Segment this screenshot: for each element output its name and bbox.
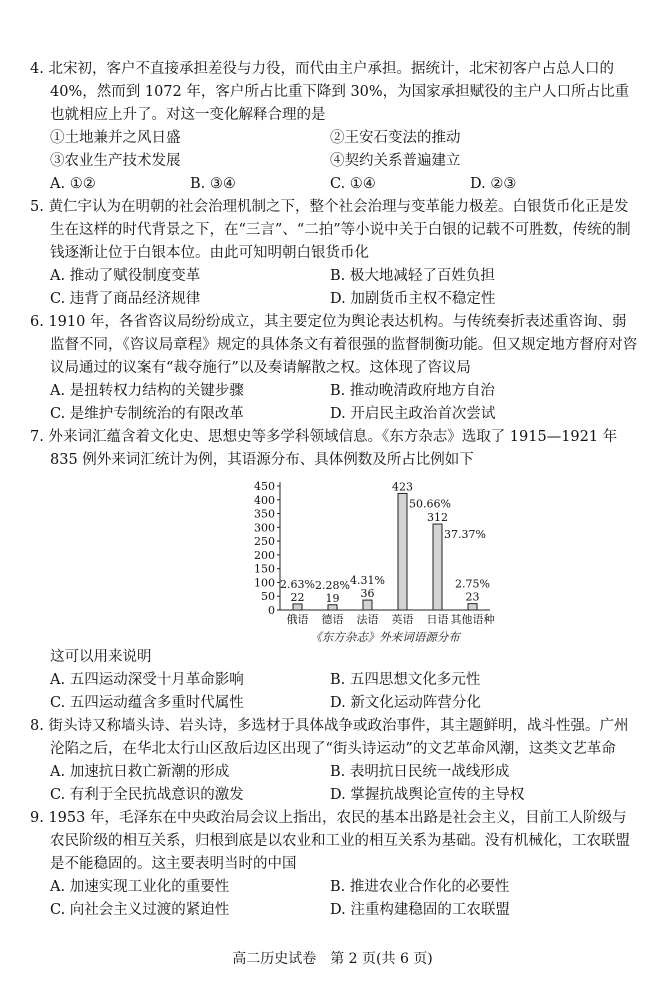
option-b: B. 五四思想文化多元性 [330, 672, 481, 688]
question-stem: 8. 街头诗又称墙头诗、岩头诗，多选材于具体战争或政治事件，其主题鲜明，战斗性强。广州沦陷之后，在华北太行山区敌后边区出现了“街头诗运动”的文艺革命风潮，这类文艺革命 [30, 718, 629, 757]
option-d: D. 掌握抗战舆论宣传的主导权 [330, 787, 525, 803]
bar-value-label: 312 [427, 511, 448, 525]
exam-page [30, 58, 640, 922]
x-tick-label: 日语 [426, 613, 449, 626]
x-tick-label: 英语 [391, 613, 414, 626]
option-a: A. 推动了赋役制度变革 [50, 268, 201, 284]
answer-options [30, 173, 640, 196]
y-tick-label: 450 [254, 480, 275, 493]
chart-title: 《东方杂志》外来词语源分布 [310, 630, 460, 644]
option-d: D. 注重构建稳固的工农联盟 [330, 902, 510, 918]
bar-value-label: 36 [360, 587, 375, 601]
question-followup: 这可以用来说明 [50, 649, 152, 665]
option-c: C. 违背了商品经济规律 [50, 291, 201, 307]
statement-item: ④契约关系普遍建立 [330, 153, 461, 169]
page-footer: 高二历史试卷 第 2 页(共 6 页) [232, 951, 433, 967]
y-tick-label: 250 [254, 535, 275, 549]
chart-bar [328, 605, 337, 610]
answer-options [30, 265, 640, 311]
question-7 [30, 426, 640, 715]
loanword-chart [30, 474, 640, 646]
question-4 [30, 58, 640, 196]
option-c: C. ①④ [330, 176, 376, 192]
question-5 [30, 196, 640, 311]
answer-options [30, 876, 640, 922]
chart-bar [468, 604, 477, 610]
option-b: B. 推动晚清政府地方自治 [330, 383, 495, 399]
option-a: A. 五四运动深受十月革命影响 [50, 672, 244, 688]
question-stem: 5. 黄仁宇认为在明朝的社会治理机制之下，整个社会治理与变革能力极差。白银货币化正是发生在这样的时代背景之下，在“三言”、“二拍”等小说中关于白银的记载不可胜数，传统的制钱逐渐让位于白银本位。由此可知明朝白银货币化 [30, 199, 631, 261]
option-a: A. 是扭转权力结构的关键步骤 [50, 383, 244, 399]
question-stem: 7. 外来词汇蕴含着文化史、思想史等多学科领域信息。《东方杂志》选取了 1915—1921 年 835 例外来词汇统计为例，其语源分布、具体例数及所占比例如下 [30, 429, 618, 468]
question-stem: 9. 1953 年，毛泽东在中央政治局会议上指出，农民的基本出路是社会主义，目前工人阶级与农民阶级的相互关系，归根到底是以农业和工业的相互关系为基础。没有机械化，工农联盟是不能稳固的。这主要表明当时的中国 [30, 810, 630, 872]
option-c: C. 是维护专制统治的有限改革 [50, 406, 244, 422]
bar-chart [250, 474, 500, 644]
chart-bar [398, 493, 407, 610]
x-tick-label: 其他语种 [450, 613, 495, 626]
bar-percent-label: 2.28% [315, 578, 350, 592]
y-tick-label: 200 [254, 548, 275, 562]
option-b: B. 表明抗日民统一战线形成 [330, 764, 510, 780]
y-tick-label: 50 [261, 590, 275, 604]
option-a: A. ①② [50, 176, 96, 192]
option-d: D. 新文化运动阵营分化 [330, 695, 481, 711]
question-9 [30, 807, 640, 922]
option-c: C. 向社会主义过渡的紧迫性 [50, 902, 230, 918]
option-c: C. 五四运动蕴含多重时代属性 [50, 695, 244, 711]
option-d: D. ②③ [470, 176, 517, 192]
statement-item: ③农业生产技术发展 [50, 153, 181, 169]
question-6 [30, 311, 640, 426]
y-tick-label: 0 [268, 604, 275, 617]
x-tick-label: 俄语 [286, 613, 309, 626]
option-b: B. ③④ [190, 176, 236, 192]
x-tick-label: 德语 [321, 613, 344, 626]
option-d: D. 加剧货币主权不稳定性 [330, 291, 496, 307]
answer-options [30, 669, 640, 715]
question-stem: 4. 北宋初，客户不直接承担差役与力役，而代由主户承担。据统计，北宋初客户占总人口的 40%，然而到 1072 年，客户所占比重下降到 30%，为国家承担赋役的主户人口所占比重也就相应上升了。对这一变化解释合理的是 [30, 61, 630, 123]
option-b: B. 推进农业合作化的必要性 [330, 879, 510, 895]
y-tick-label: 150 [254, 562, 275, 576]
x-tick-label: 法语 [356, 613, 379, 626]
bar-value-label: 19 [325, 591, 340, 605]
question-8 [30, 715, 640, 807]
statement-list [30, 127, 640, 173]
option-b: B. 极大地减轻了百姓负担 [330, 268, 495, 284]
y-tick-label: 100 [254, 576, 275, 590]
question-stem: 6. 1910 年，各省咨议局纷纷成立，其主要定位为舆论表达机构。与传统奏折表述重咨询、弱监督不同，《咨议局章程》规定的具体条文有着很强的监督制衡功能。但又规定地方督府对咨议局通过的议案有“裁夺施行”以及奏请解散之权。这体现了咨议局 [30, 314, 638, 376]
option-c: C. 有利于全民抗战意识的激发 [50, 787, 244, 803]
option-d: D. 开启民主政治首次尝试 [330, 406, 496, 422]
bar-percent-label: 2.63% [280, 577, 315, 591]
answer-options [30, 380, 640, 426]
answer-options [30, 761, 640, 807]
statement-item: ①土地兼并之风日盛 [50, 130, 181, 146]
y-tick-label: 400 [254, 493, 275, 507]
option-a: A. 加速实现工业化的重要性 [50, 879, 230, 895]
option-a: A. 加速抗日救亡新潮的形成 [50, 764, 230, 780]
bar-value-label: 423 [392, 480, 413, 494]
bar-value-label: 23 [465, 590, 480, 604]
y-tick-label: 300 [254, 521, 275, 535]
bar-percent-label: 4.31% [350, 574, 385, 588]
y-tick-label: 350 [254, 507, 275, 521]
bar-percent-label: 50.66% [409, 497, 451, 511]
chart-bar [293, 604, 302, 610]
chart-bar [433, 524, 442, 610]
bar-percent-label: 37.37% [444, 528, 486, 542]
bar-value-label: 22 [290, 590, 305, 604]
bar-percent-label: 2.75% [455, 577, 490, 591]
statement-item: ②王安石变法的推动 [330, 130, 461, 146]
chart-bar [363, 600, 372, 610]
